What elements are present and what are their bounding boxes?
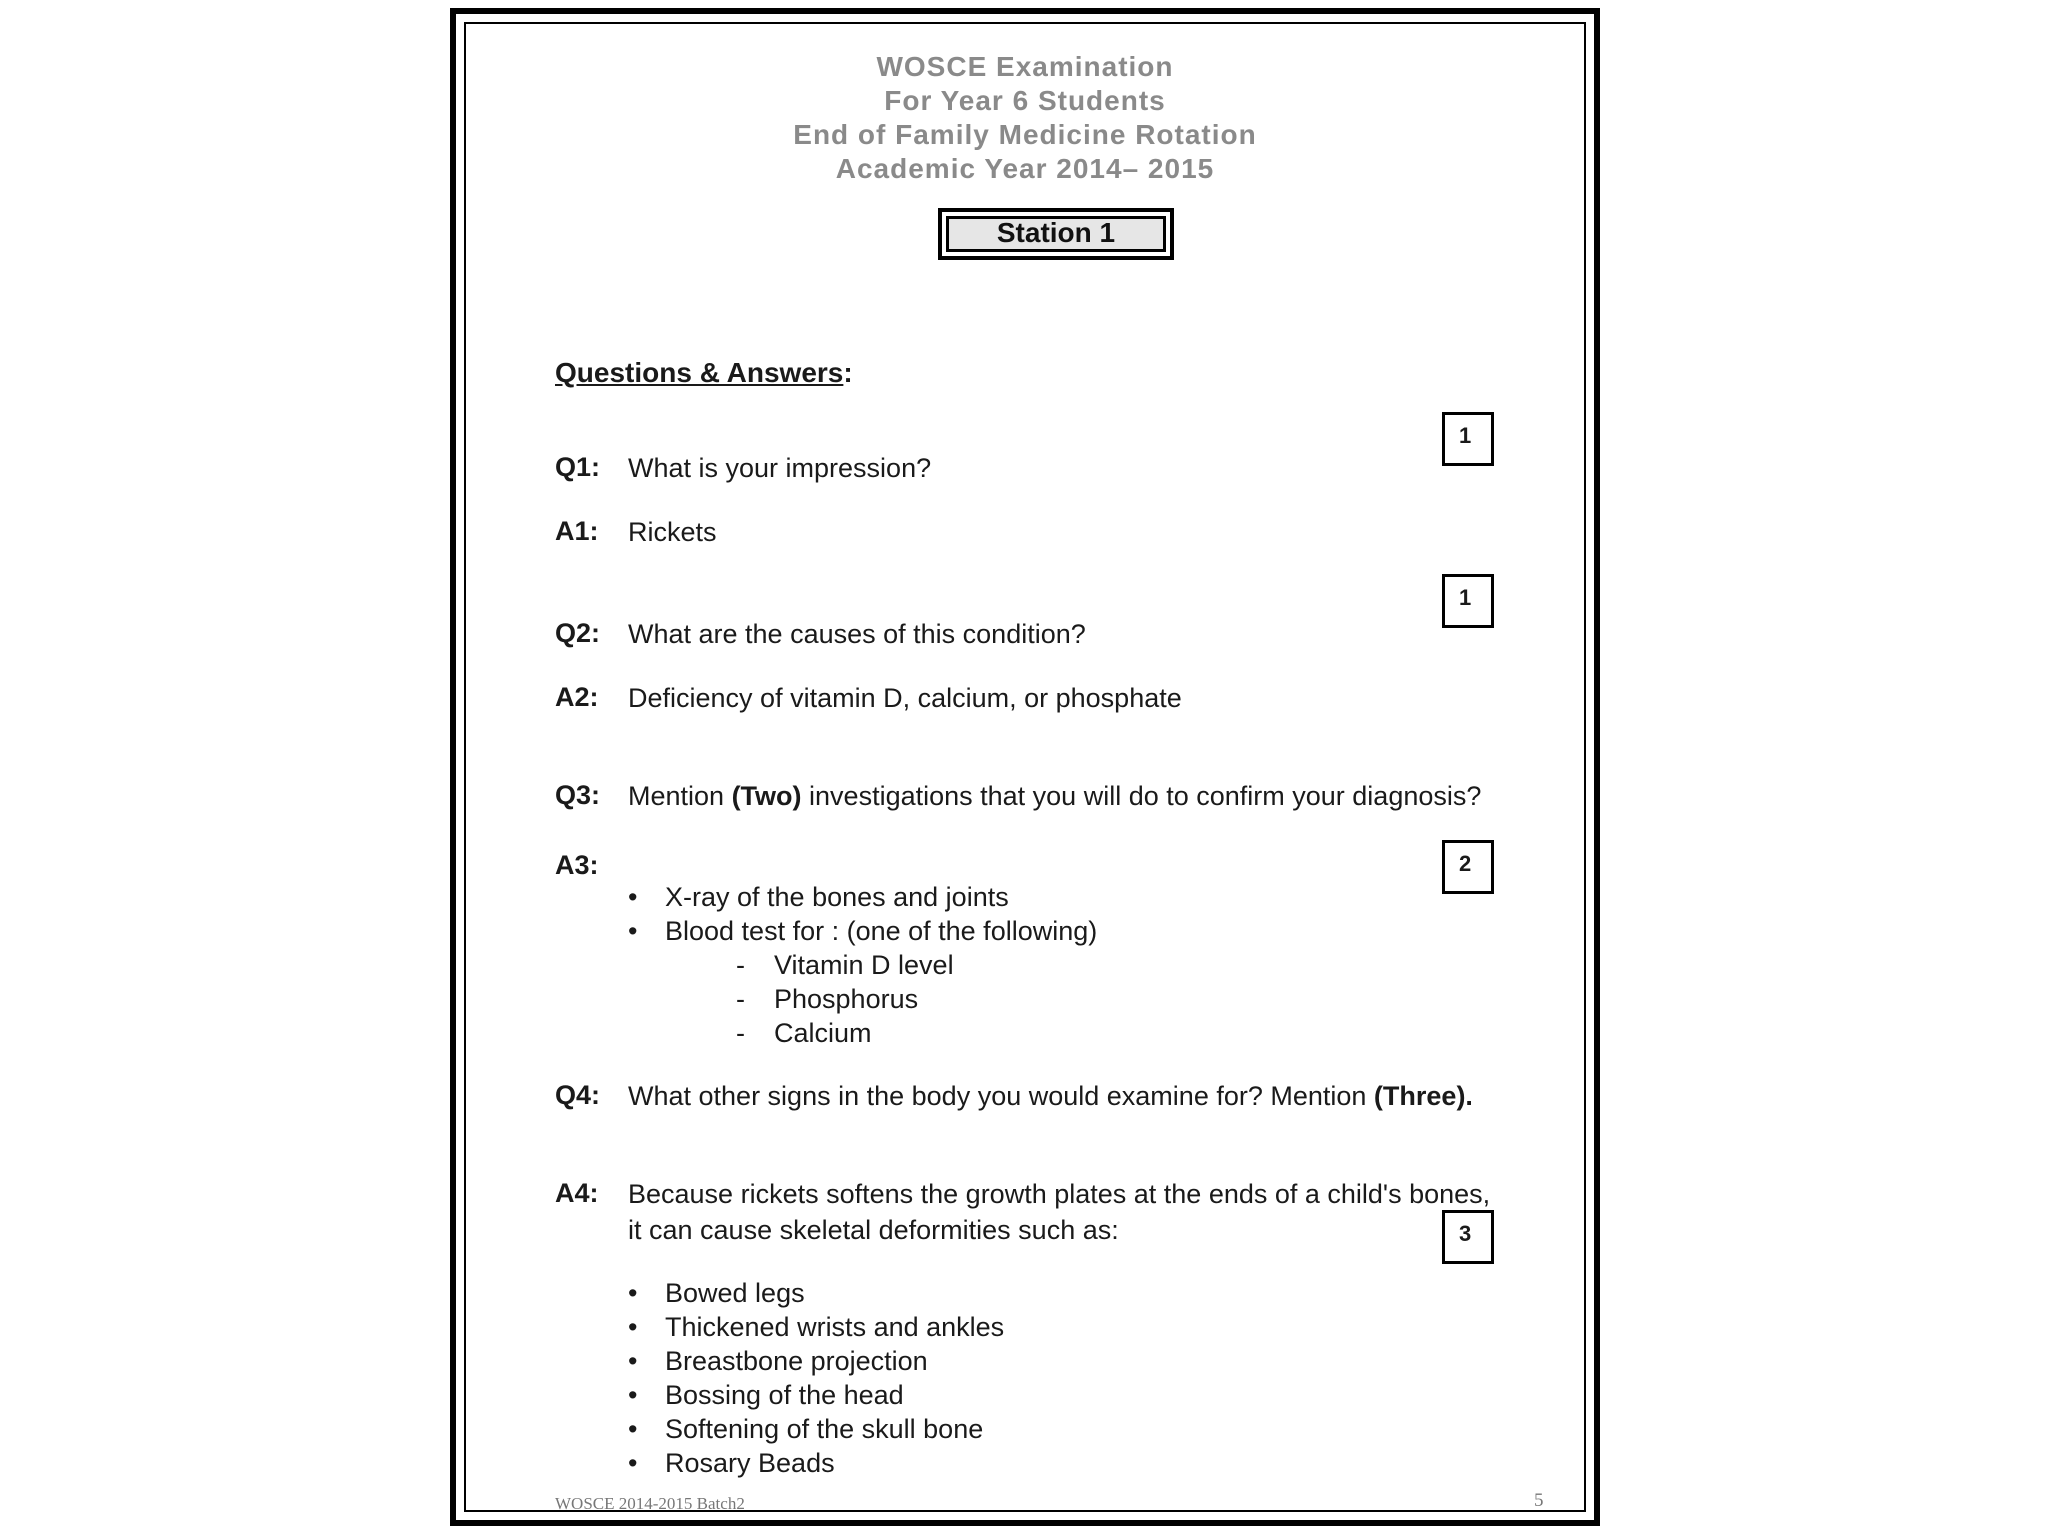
marks-box-q2: 1 bbox=[1442, 574, 1494, 628]
a1-text: Rickets bbox=[628, 517, 717, 547]
list-item: • Bossing of the head bbox=[628, 1378, 1004, 1412]
a3-bullet-list bbox=[628, 880, 1097, 948]
a4-line-2: it can cause skeletal deformities such as: bbox=[628, 1215, 1119, 1245]
list-item: • Blood test for : (one of the following) bbox=[628, 914, 1097, 948]
a3-sub-list bbox=[736, 948, 954, 1050]
q3-label: Q3: bbox=[555, 780, 601, 810]
list-item: • Softening of the skull bone bbox=[628, 1412, 1004, 1446]
list-item: • Rosary Beads bbox=[628, 1446, 1004, 1480]
a2-text: Deficiency of vitamin D, calcium, or phosphate bbox=[628, 683, 1182, 713]
marks-box-q3: 2 bbox=[1442, 840, 1494, 894]
q2-label: Q2: bbox=[555, 618, 601, 648]
a4-bullet-list bbox=[628, 1276, 1004, 1480]
footer-text: WOSCE 2014-2015 Batch2 bbox=[555, 1494, 745, 1513]
q1-text: What is your impression? bbox=[628, 453, 932, 483]
station-box bbox=[938, 208, 1174, 260]
a4-line-1: Because rickets softens the growth plates at the ends of a child's bones, bbox=[628, 1179, 1491, 1209]
page-number: 5 bbox=[1534, 1490, 1544, 1511]
exam-page bbox=[450, 8, 1600, 1526]
q3-text-before: Mention bbox=[628, 781, 732, 811]
station-label: Station 1 bbox=[946, 216, 1166, 252]
q4-label: Q4: bbox=[555, 1080, 601, 1110]
q2-text: What are the causes of this condition? bbox=[628, 619, 1086, 649]
a3-label: A3: bbox=[555, 850, 599, 880]
section-title bbox=[555, 357, 853, 389]
list-item: • Thickened wrists and ankles bbox=[628, 1310, 1004, 1344]
q1-label: Q1: bbox=[555, 452, 601, 482]
marks-box-q4: 3 bbox=[1442, 1210, 1494, 1264]
list-item: • Bowed legs bbox=[628, 1276, 1004, 1310]
section-title-colon: : bbox=[843, 357, 853, 388]
q4-text bbox=[628, 1078, 1473, 1114]
list-item: - Phosphorus bbox=[736, 982, 954, 1016]
page-header bbox=[466, 50, 1584, 186]
list-item: • X-ray of the bones and joints bbox=[628, 880, 1097, 914]
q3-text bbox=[628, 778, 1481, 814]
section-title-text: Questions & Answers bbox=[555, 357, 844, 388]
a2-label: A2: bbox=[555, 682, 599, 712]
q3-text-after: investigations that you will do to confirm your diagnosis? bbox=[801, 781, 1482, 811]
a4-label: A4: bbox=[555, 1178, 599, 1208]
q4-text-bold: (Three). bbox=[1373, 1081, 1473, 1111]
a1-label: A1: bbox=[555, 516, 599, 546]
q4-text-before: What other signs in the body you would examine for? Mention bbox=[628, 1081, 1374, 1111]
header-line-rotation: End of Family Medicine Rotation bbox=[793, 119, 1257, 150]
list-item: - Vitamin D level bbox=[736, 948, 954, 982]
page-inner-border bbox=[464, 22, 1586, 1512]
q3-text-bold: (Two) bbox=[731, 781, 802, 811]
list-item: - Calcium bbox=[736, 1016, 954, 1050]
marks-box-q1: 1 bbox=[1442, 412, 1494, 466]
header-line-exam: WOSCE Examination bbox=[876, 51, 1174, 82]
header-line-year: Academic Year 2014– 2015 bbox=[835, 153, 1215, 184]
header-line-students: For Year 6 Students bbox=[884, 85, 1166, 116]
list-item: • Breastbone projection bbox=[628, 1344, 1004, 1378]
